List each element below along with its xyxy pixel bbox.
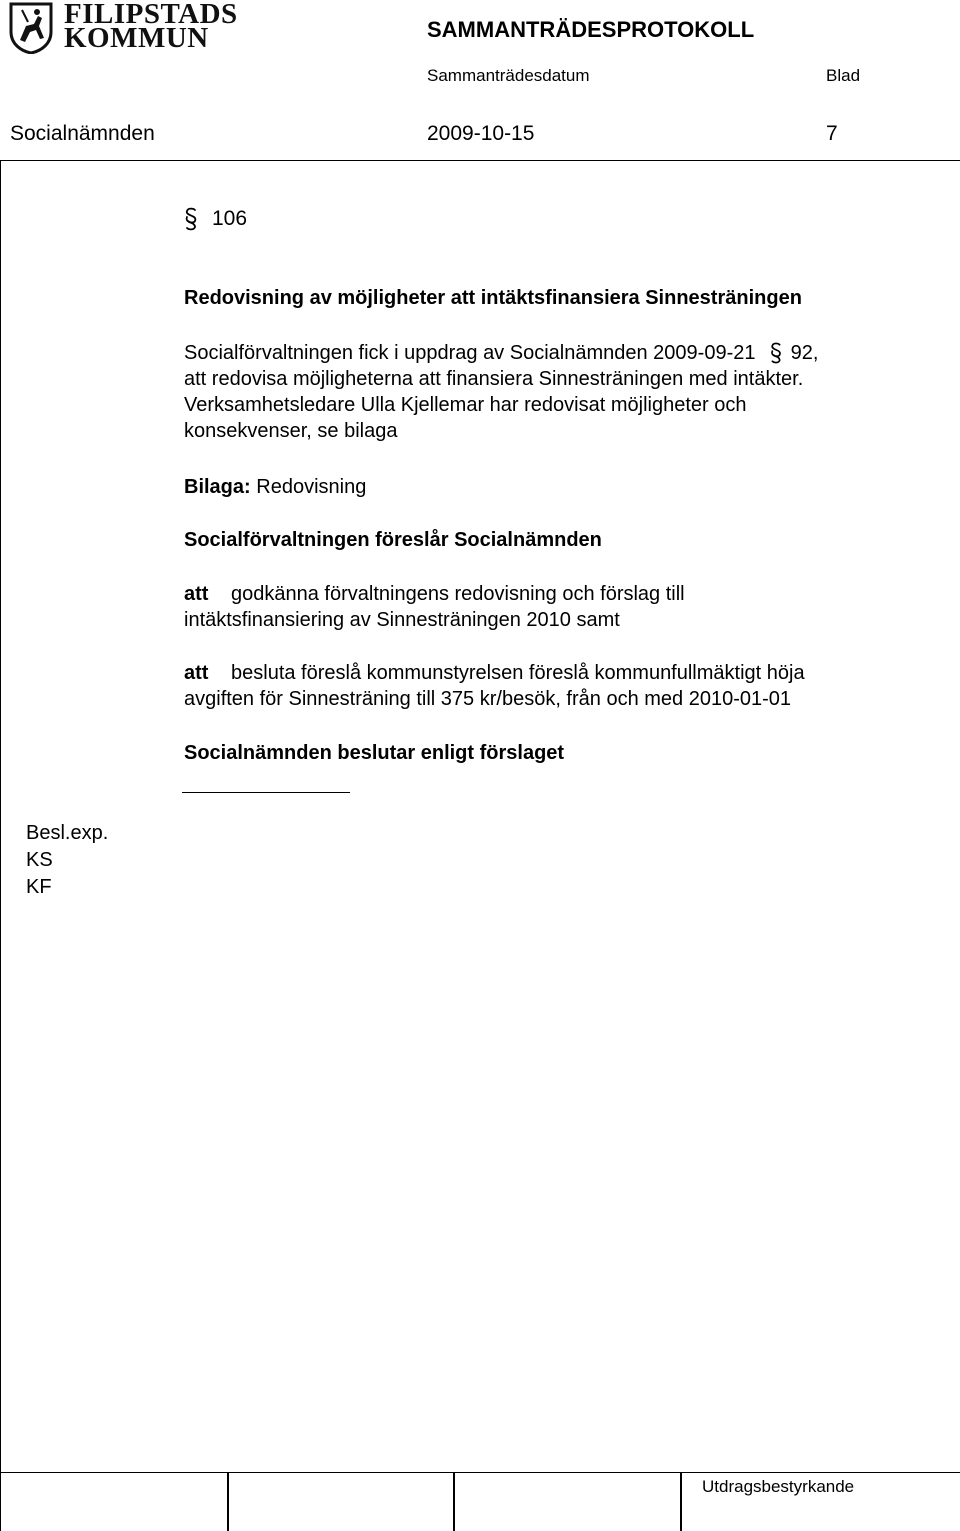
municipality-logo (8, 0, 238, 54)
proposal-heading: Socialförvaltningen föreslår Socialnämnden (184, 529, 602, 551)
decision-underline (182, 792, 350, 793)
decision-text: Socialnämnden beslutar enligt förslaget (184, 742, 565, 764)
intro-line-4: konsekvenser, se bilaga (184, 420, 398, 442)
logo-wordmark (64, 0, 238, 54)
distribution-recipient: KF (26, 876, 52, 898)
footer-signature-divider (227, 1472, 229, 1531)
attachment-line (184, 474, 366, 500)
intro-reference: 92, (790, 342, 819, 364)
proposal-1-line-1: godkänna förvaltningens redovisning och förslag till (231, 583, 685, 605)
paragraph-number-row (184, 207, 247, 231)
intro-line-1 (184, 340, 818, 366)
attachment-label: Bilaga: (184, 476, 251, 498)
logo-line-1: FILIPSTADS (64, 0, 238, 30)
footer-signature-divider (680, 1472, 682, 1531)
proposal-clause-2 (184, 660, 805, 712)
intro-text (184, 340, 818, 444)
organization-name: Socialnämnden (10, 122, 155, 145)
page-label: Blad (826, 66, 861, 85)
item-title: Redovisning av möjligheter att intäktsfinansiera Sinnesträningen (184, 287, 802, 309)
frame-left-rule (0, 160, 1, 1531)
distribution-list (26, 820, 108, 901)
intro-line-1-text: Socialförvaltningen fick i uppdrag av Socialnämnden 2009-09-21 (184, 342, 756, 364)
footer-rule (0, 1472, 960, 1473)
section-sign-icon (769, 342, 783, 364)
att-word: att (184, 583, 209, 605)
proposal-1-line-2: intäktsfinansiering av Sinnesträningen 2010 samt (184, 609, 620, 631)
logo-line-2: KOMMUN (64, 22, 209, 54)
page-number: 7 (826, 122, 838, 145)
proposal-2-line-1: besluta föreslå kommunstyrelsen föreslå kommunfullmäktigt höja (231, 662, 805, 684)
distribution-label: Besl.exp. (26, 822, 109, 844)
section-sign-icon (184, 207, 198, 231)
proposal-clause-1 (184, 581, 685, 633)
coat-of-arms-icon (8, 2, 54, 54)
meeting-date: 2009-10-15 (427, 122, 535, 145)
att-word: att (184, 662, 209, 684)
attachment-value: Redovisning (256, 476, 367, 498)
certification-label: Utdragsbestyrkande (702, 1477, 855, 1496)
intro-line-3: Verksamhetsledare Ulla Kjellemar har redovisat möjligheter och (184, 394, 747, 416)
footer-signature-divider (453, 1472, 455, 1531)
paragraph-number: 106 (212, 207, 248, 230)
proposal-2-line-2: avgiften för Sinnesträning till 375 kr/besök, från och med 2010-01-01 (184, 688, 792, 710)
document-type: SAMMANTRÄDESPROTOKOLL (427, 17, 755, 42)
distribution-recipient: KS (26, 849, 53, 871)
intro-line-2: att redovisa möjligheterna att finansiera Sinnesträningen med intäkter. (184, 368, 804, 390)
meeting-date-label: Sammanträdesdatum (427, 66, 590, 85)
frame-top-rule (0, 160, 960, 161)
